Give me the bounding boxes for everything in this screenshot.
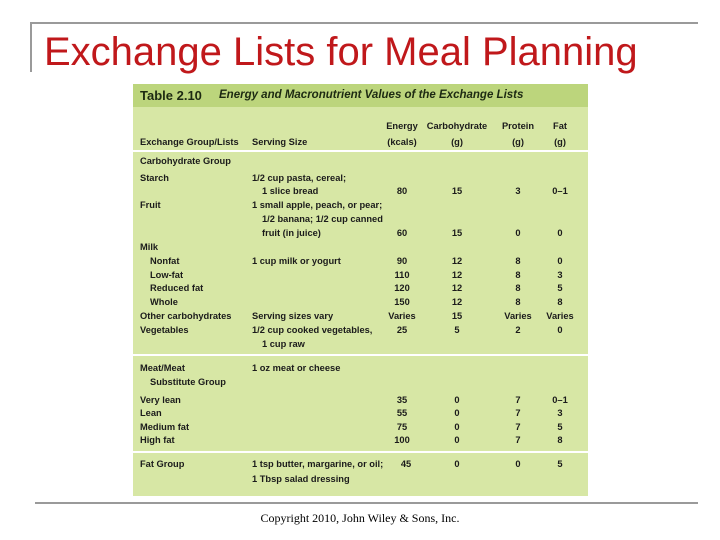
starch-energy: 80 [396, 186, 408, 196]
vegetables-serving-1: 1/2 cup cooked vegetables, [252, 325, 373, 335]
milk-row-fat: 0 [557, 256, 563, 266]
meat-row-carb: 0 [454, 435, 460, 445]
exchange-table [133, 84, 588, 496]
meat-row-protein: 7 [515, 435, 521, 445]
frame-left-line [30, 22, 32, 72]
milk-row-energy: 150 [394, 297, 410, 307]
meat-row-label: Medium fat [140, 422, 190, 432]
vegetables-energy: 25 [396, 325, 408, 335]
milk-row-protein: 8 [515, 256, 521, 266]
fruit-energy: 60 [396, 228, 408, 238]
milk-row-protein: 8 [515, 270, 521, 280]
meat-row-carb: 0 [454, 422, 460, 432]
fruit-serving-1: 1 small apple, peach, or pear; [252, 200, 383, 210]
header-energy-unit: (kcals) [387, 137, 417, 147]
section-rule-fat [133, 451, 588, 453]
header-rule [133, 150, 588, 152]
milk-row-carb: 12 [451, 297, 463, 307]
table-caption: Energy and Macronutrient Values of the Exchange Lists [219, 89, 524, 101]
fruit-fat: 0 [557, 228, 563, 238]
fat-serving-1: 1 tsp butter, margarine, or oil; [252, 459, 384, 469]
fruit-label: Fruit [140, 200, 161, 210]
other-carbs-carb: 15 [451, 311, 463, 321]
meat-serving: 1 oz meat or cheese [252, 363, 341, 373]
milk-row-protein: 8 [515, 297, 521, 307]
meat-row-carb: 0 [454, 408, 460, 418]
fruit-protein: 0 [515, 228, 521, 238]
fat-group-carb: 0 [454, 459, 460, 469]
fruit-carb: 15 [451, 228, 463, 238]
starch-label: Starch [140, 173, 169, 183]
meat-group-title: Meat/Meat [140, 363, 185, 373]
header-protein: Protein [501, 121, 535, 131]
meat-row-energy: 75 [396, 422, 408, 432]
header-energy: Energy [386, 121, 418, 131]
milk-row-energy: 90 [396, 256, 408, 266]
starch-fat: 0–1 [552, 186, 568, 196]
header-protein-unit: (g) [512, 137, 524, 147]
milk-row-energy: 110 [394, 270, 410, 280]
meat-row-label: High fat [140, 435, 175, 445]
slide-title: Exchange Lists for Meal Planning [44, 30, 638, 74]
frame-bottom-line [35, 502, 698, 504]
meat-row-energy: 55 [396, 408, 408, 418]
meat-group-title-2: Substitute Group [150, 377, 226, 387]
milk-row-carb: 12 [451, 256, 463, 266]
other-carbs-serving: Serving sizes vary [252, 311, 334, 321]
fruit-serving-2: 1/2 banana; 1/2 cup canned [262, 214, 383, 224]
meat-row-fat: 8 [557, 435, 563, 445]
header-serving: Serving Size [252, 137, 308, 147]
fruit-serving-3: fruit (in juice) [262, 228, 321, 238]
copyright-notice: Copyright 2010, John Wiley & Sons, Inc. [260, 511, 460, 525]
fat-group-protein: 0 [515, 459, 521, 469]
milk-row-fat: 8 [557, 297, 563, 307]
fat-group-energy: 45 [400, 459, 412, 469]
meat-row-carb: 0 [454, 395, 460, 405]
meat-row-label: Very lean [140, 395, 181, 405]
starch-serving-1: 1/2 cup pasta, cereal; [252, 173, 347, 183]
header-carb-unit: (g) [451, 137, 463, 147]
header-fat: Fat [553, 121, 567, 131]
vegetables-carb: 5 [454, 325, 460, 335]
meat-row-protein: 7 [515, 408, 521, 418]
milk-row-label: Whole [150, 297, 178, 307]
meat-row-label: Lean [140, 408, 162, 418]
frame-top-line [30, 22, 698, 24]
milk-row-label: Reduced fat [150, 283, 204, 293]
milk-serving: 1 cup milk or yogurt [252, 256, 341, 266]
milk-row-fat: 3 [557, 270, 563, 280]
header-group: Exchange Group/Lists [140, 137, 239, 147]
other-carbs-fat: Varies [546, 311, 574, 321]
vegetables-protein: 2 [515, 325, 521, 335]
fat-group-fat: 5 [557, 459, 563, 469]
vegetables-fat: 0 [557, 325, 563, 335]
meat-row-protein: 7 [515, 422, 521, 432]
section-rule-meat [133, 354, 588, 356]
table-title-bar [133, 84, 588, 107]
milk-row-label: Low-fat [150, 270, 184, 280]
meat-row-energy: 100 [394, 435, 410, 445]
fat-serving-2: 1 Tbsp salad dressing [252, 474, 350, 484]
meat-row-fat: 3 [557, 408, 563, 418]
table-number: Table 2.10 [140, 88, 202, 103]
other-carbs-protein: Varies [504, 311, 532, 321]
starch-protein: 3 [515, 186, 521, 196]
starch-serving-2: 1 slice bread [262, 186, 319, 196]
fat-group-title: Fat Group [140, 459, 185, 469]
meat-row-energy: 35 [396, 395, 408, 405]
milk-row-carb: 12 [451, 270, 463, 280]
header-fat-unit: (g) [554, 137, 566, 147]
other-carbs-label: Other carbohydrates [140, 311, 232, 321]
meat-row-fat: 5 [557, 422, 563, 432]
milk-row-carb: 12 [451, 283, 463, 293]
carb-group-title: Carbohydrate Group [140, 156, 231, 166]
meat-row-fat: 0–1 [552, 395, 568, 405]
vegetables-serving-2: 1 cup raw [262, 339, 305, 349]
milk-row-protein: 8 [515, 283, 521, 293]
milk-row-energy: 120 [394, 283, 410, 293]
other-carbs-energy: Varies [388, 311, 416, 321]
header-carb: Carbohydrate [426, 121, 488, 131]
starch-carb: 15 [451, 186, 463, 196]
vegetables-label: Vegetables [140, 325, 189, 335]
milk-label: Milk [140, 242, 159, 252]
milk-row-fat: 5 [557, 283, 563, 293]
milk-row-label: Nonfat [150, 256, 180, 266]
meat-row-protein: 7 [515, 395, 521, 405]
